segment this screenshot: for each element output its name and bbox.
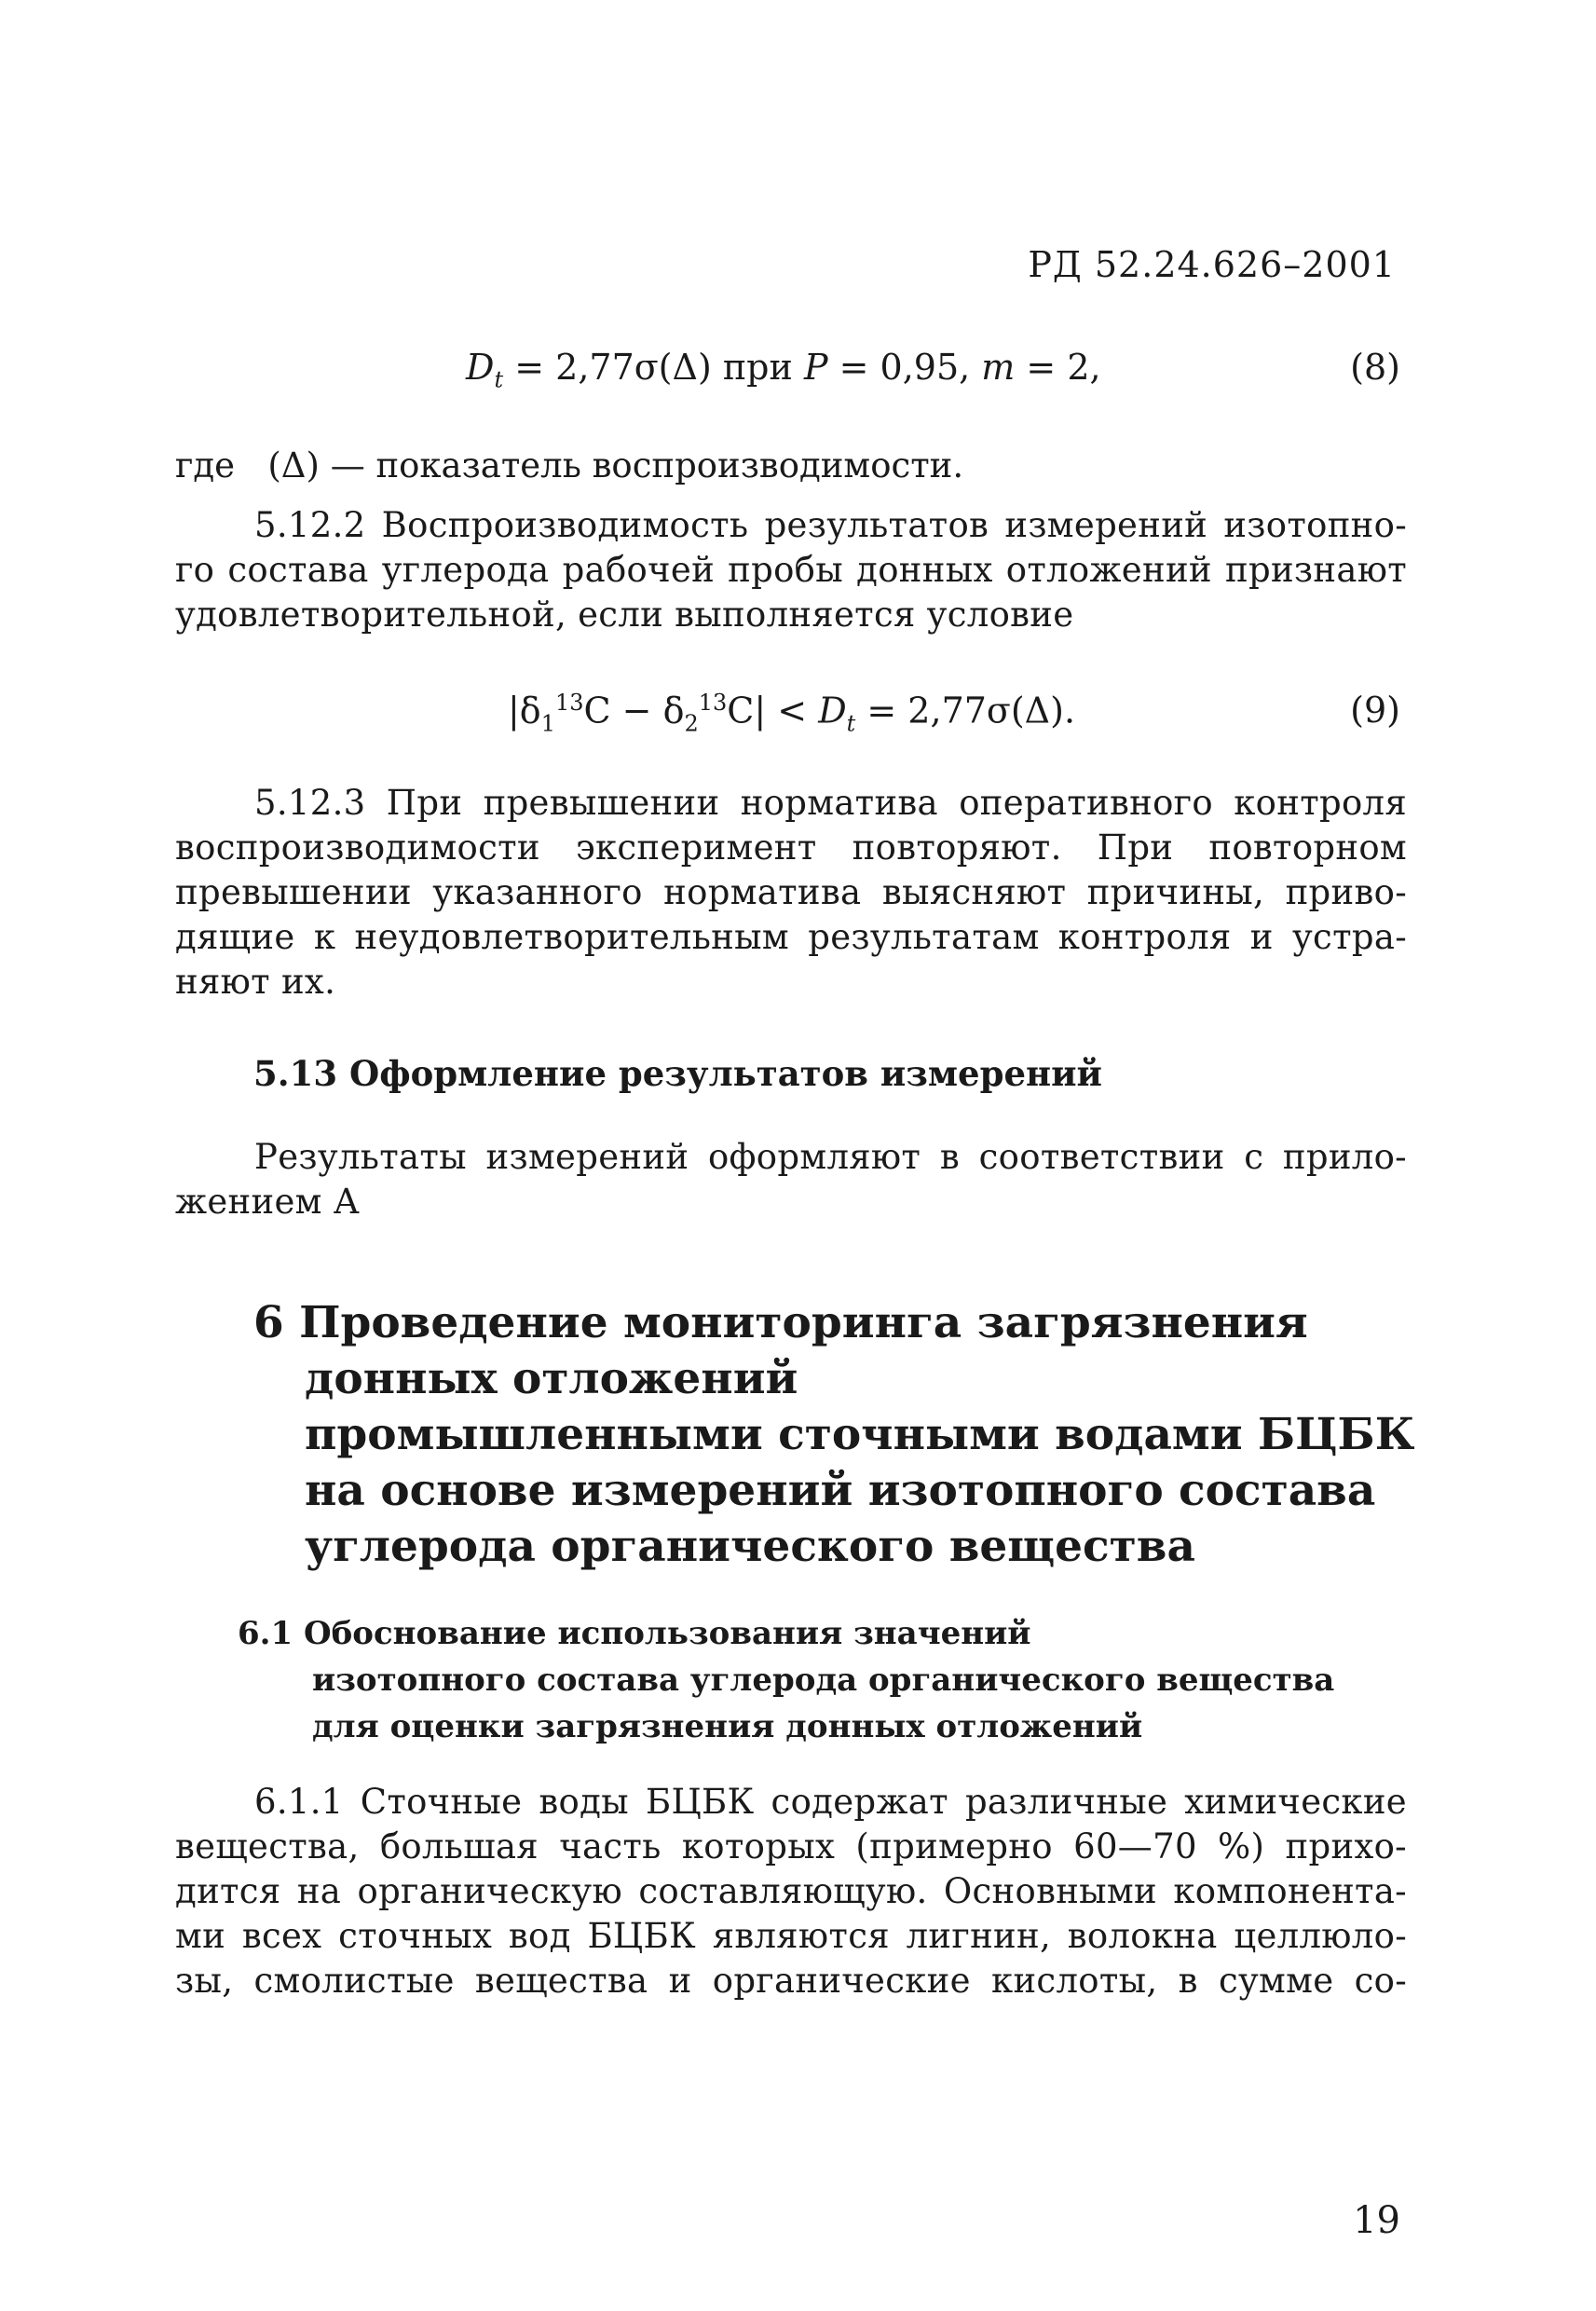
formula-8: [466, 347, 1101, 393]
formula-9-sup1: 13: [554, 690, 584, 716]
formula-8-p-val: = 0,95,: [827, 347, 971, 388]
paragraph-line: 6.1.1 Сточные воды БЦБК содержат различные химические: [254, 1782, 1407, 1822]
paragraph-line: вещества, большая часть которых (примерно 60—70 %) прихо-: [175, 1826, 1407, 1867]
paragraph-line: зы, смолистые вещества и органические кислоты, в сумме со-: [175, 1961, 1407, 2001]
formula-9-left: |δ: [508, 690, 541, 732]
paragraph-line: Результаты измерений оформляют в соответствии с прило-: [254, 1137, 1407, 1177]
heading-6-1: [238, 1610, 1334, 1750]
subheading-line: изотопного состава углерода органического вещества: [312, 1661, 1335, 1699]
formula-9-c2: C| <: [727, 690, 808, 732]
paragraph-line: жением А: [175, 1182, 361, 1222]
paragraph-6-1-1: [175, 1780, 1407, 2003]
formula-9-sup2: 13: [698, 690, 728, 716]
section-heading-line: 6 Проведение мониторинга загрязнения: [253, 1297, 1308, 1348]
paragraph-line: няют их.: [175, 962, 336, 1002]
paragraph-line: ми всех сточных вод БЦБК являются лигнин, волокна целлюло-: [175, 1916, 1407, 1956]
formula-9-var: D: [818, 690, 847, 732]
formula-9-sub: t: [846, 710, 856, 737]
formula-9-c1: C − δ: [583, 690, 685, 732]
formula-8-sub: t: [494, 366, 504, 393]
paragraph-line: дится на органическую составляющую. Основными компонента-: [175, 1871, 1407, 1911]
section-heading-line: на основе измерений изотопного состава: [305, 1465, 1376, 1516]
paragraph-line: дящие к неудовлетворительным результатам контроля и устра-: [175, 917, 1407, 957]
paragraph-5-12-3: [175, 781, 1407, 1005]
page-number: 19: [1353, 2199, 1400, 2242]
formula-9-s1: 1: [540, 710, 555, 737]
formula-8-var: D: [466, 347, 495, 388]
section-heading-line: донных отложений: [305, 1353, 798, 1404]
formula-9-s2: 2: [684, 710, 699, 737]
formula-9: [508, 690, 1075, 736]
paragraph-line: воспроизводимости эксперимент повторяют. При повторном: [175, 827, 1407, 868]
paragraph-line: го состава углерода рабочей пробы донных отложений признают: [175, 550, 1407, 590]
section-heading-line: углерода органического вещества: [305, 1521, 1195, 1572]
formula-8-number: (8): [1350, 347, 1400, 388]
formula-9-number: (9): [1350, 690, 1400, 731]
subheading-line: для оценки загрязнения донных отложений: [312, 1708, 1143, 1745]
formula-8-expr: = 2,77σ(Δ) при: [514, 347, 793, 388]
heading-5-13: 5.13 Оформление результатов измерений: [253, 1053, 1102, 1094]
paragraph-line: превышении указанного норматива выясняют причины, приво-: [175, 872, 1407, 912]
paragraph-line: 5.12.2 Воспроизводимость результатов измерений изотопно-: [254, 505, 1407, 545]
paragraph-5-12-2: [175, 503, 1407, 637]
where-definition: где (Δ) — показатель воспроизводимости.: [175, 445, 964, 485]
paragraph-line: удовлетворительной, если выполняется условие: [175, 595, 1074, 635]
paragraph-5-13: [175, 1135, 1407, 1224]
section-6-heading: [253, 1295, 1414, 1575]
formula-8-m-var: m: [981, 347, 1016, 388]
formula-9-expr: = 2,77σ(Δ).: [855, 690, 1076, 732]
paragraph-line: 5.12.3 При превышении норматива оперативного контроля: [254, 783, 1407, 823]
document-code-header: РД 52.24.626–2001: [1028, 244, 1396, 285]
subheading-line: 6.1 Обоснование использования значений: [238, 1615, 1031, 1652]
formula-8-p-var: P: [803, 347, 828, 388]
section-heading-line: промышленными сточными водами БЦБК: [305, 1409, 1415, 1460]
formula-8-m-val: = 2,: [1015, 347, 1101, 388]
